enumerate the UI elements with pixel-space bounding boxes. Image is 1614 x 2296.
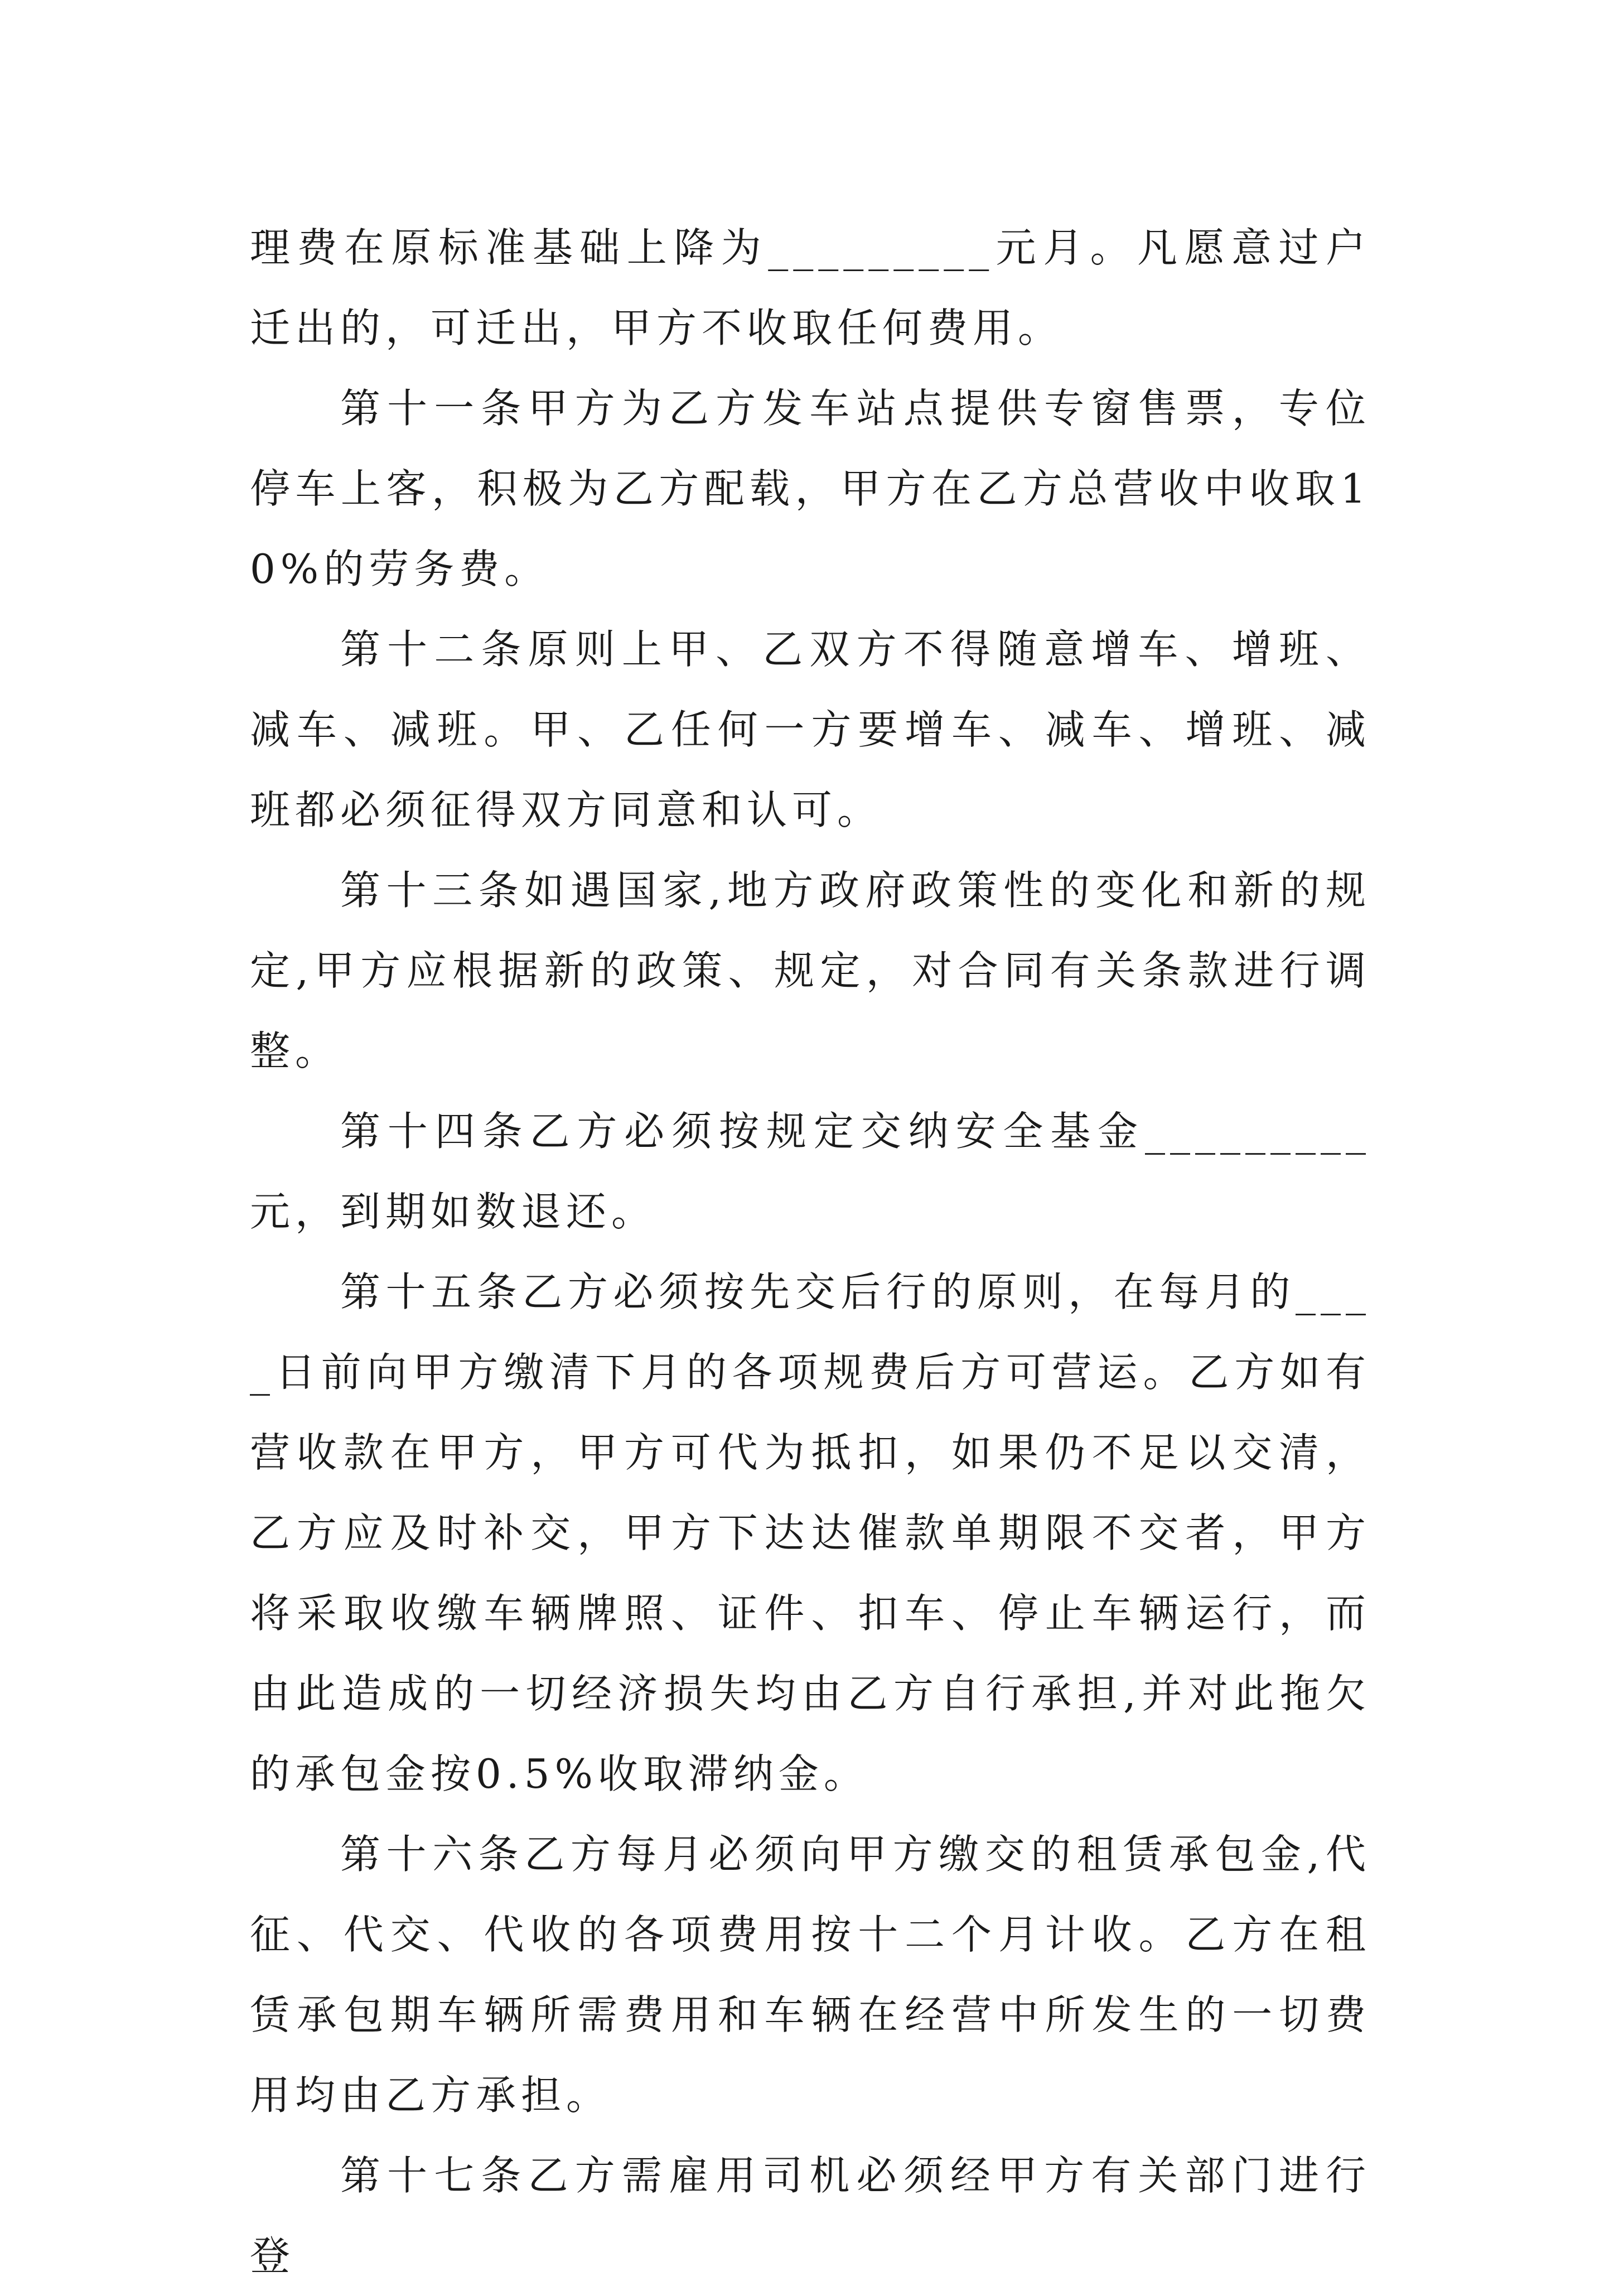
paragraph-article-13: 第十三条如遇国家,地方政府政策性的变化和新的规定,甲方应根据新的政策、规定，对合同有关条款进行调整。 xyxy=(250,867,1371,1074)
paragraph-article-11: 第十一条甲方为乙方发车站点提供专窗售票，专位停车上客，积极为乙方配载，甲方在乙方总营收中收取10%的劳务费。 xyxy=(250,385,1371,592)
paragraph-article-17: 第十七条乙方需雇用司机必须经甲方有关部门进行登 xyxy=(250,2152,1371,2279)
paragraph-article-14: 第十四条乙方必须按规定交纳安全基金_________元，到期如数退还。 xyxy=(250,1108,1371,1235)
paragraph-continuation: 理费在原标准基础上降为_________元月。凡愿意过户迁出的，可迁出，甲方不收取任何费用。 xyxy=(250,224,1371,351)
document-body xyxy=(250,208,1371,2296)
paragraph-article-12: 第十二条原则上甲、乙双方不得随意增车、增班、减车、减班。甲、乙任何一方要增车、减车、增班、减班都必须征得双方同意和认可。 xyxy=(250,626,1371,833)
paragraph-article-16: 第十六条乙方每月必须向甲方缴交的租赁承包金,代征、代交、代收的各项费用按十二个月计收。乙方在租赁承包期车辆所需费用和车辆在经营中所发生的一切费用均由乙方承担。 xyxy=(250,1831,1371,2119)
paragraph-article-15: 第十五条乙方必须按先交后行的原则，在每月的____日前向甲方缴清下月的各项规费后方可营运。乙方如有营收款在甲方，甲方可代为抵扣，如果仍不足以交清，乙方应及时补交，甲方下达达催款单期限不交者，甲方将采取收缴车辆牌照、证件、扣车、停止车辆运行，而由此造成的一切经济损失均由乙方自行承担,并对此拖欠的承包金按0.5%收取滞纳金。 xyxy=(250,1268,1371,1797)
